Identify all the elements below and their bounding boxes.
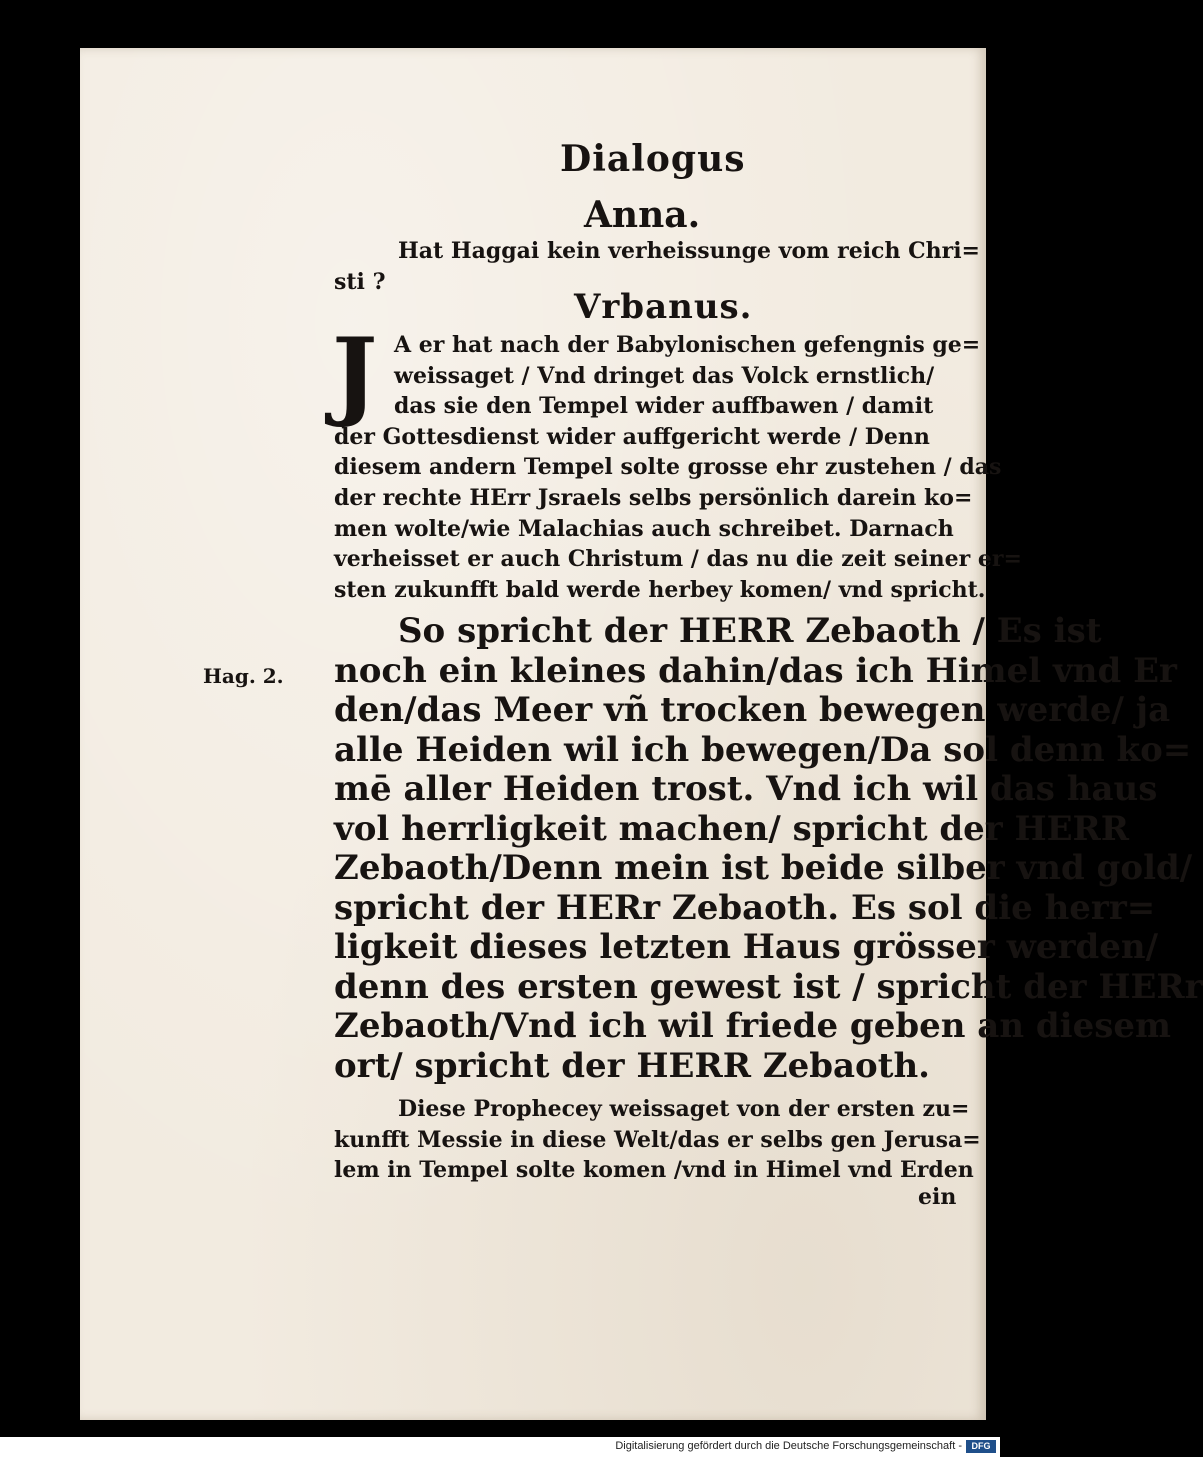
- speaker-urbanus: Vrbanus.: [574, 287, 753, 327]
- text-line: der Gottesdienst wider auffgericht werde / Denn: [334, 423, 930, 450]
- catchword: ein: [918, 1184, 957, 1210]
- text-line: weissaget / Vnd dringet das Volck ernstlich/: [394, 362, 935, 389]
- text-line: men wolte/wie Malachias auch schreibet. Darnach: [334, 515, 954, 542]
- commentary-text: [334, 1094, 981, 1186]
- text-line: noch ein kleines dahin/das ich Himel vnd Er: [334, 650, 1177, 691]
- text-line: ligkeit dieses letzten Haus grösser werden/: [334, 927, 1159, 967]
- text-line: sten zukunfft bald werde herbey komen/ vnd spricht.: [334, 576, 986, 603]
- text-line: sti ?: [334, 268, 386, 295]
- margin-reference: Hag. 2.: [203, 664, 284, 688]
- text-line: ort/ spricht der HERR Zebaoth.: [334, 1045, 930, 1086]
- text-line: Zebaoth/Vnd ich wil friede geben an diesem: [334, 1006, 1171, 1046]
- text-line: der rechte HErr Jsraels selbs persönlich darein ko=: [334, 484, 973, 511]
- footer-bar: [0, 1437, 1000, 1457]
- text-line: Zebaoth/Denn mein ist beide silber vnd gold/: [334, 848, 1193, 888]
- text-line: denn des ersten gewest ist / spricht der HERr: [334, 966, 1203, 1007]
- text-line: diesem andern Tempel solte grosse ehr zustehen / das: [334, 454, 1002, 481]
- text-line: alle Heiden wil ich bewegen/Da sol denn ko=: [334, 729, 1192, 770]
- text-line: das sie den Tempel wider auffbawen / damit: [394, 393, 934, 420]
- dfg-logo-icon[interactable]: DFG: [966, 1440, 996, 1453]
- text-line: spricht der HERr Zebaoth. Es sol die herr=: [334, 887, 1156, 928]
- answer-text: [334, 330, 1022, 605]
- text-line: Diese Prophecey weissaget von der ersten zu=: [398, 1096, 970, 1122]
- drop-capital: J: [332, 317, 378, 430]
- running-header: Dialogus: [560, 138, 746, 180]
- text-line: den/das Meer vñ trocken bewegen werde/ ja: [334, 690, 1171, 730]
- text-line: Hat Haggai kein verheissunge vom reich Chri=: [398, 238, 980, 264]
- speaker-anna: Anna.: [584, 194, 701, 236]
- scripture-quote: [334, 611, 1203, 1086]
- text-line: mē aller Heiden trost. Vnd ich wil das haus: [334, 769, 1158, 809]
- text-line: So spricht der HERR Zebaoth / Es ist: [398, 611, 1102, 651]
- text-line: verheisset er auch Christum / das nu die zeit seiner er=: [334, 546, 1022, 573]
- text-line: lem in Tempel solte komen /vnd in Himel vnd Erden: [334, 1157, 974, 1184]
- funding-notice: Digitalisierung gefördert durch die Deutsche Forschungsgemeinschaft -: [615, 1440, 962, 1452]
- text-line: vol herrligkeit machen/ spricht der HERR: [334, 808, 1130, 849]
- text-line: kunfft Messie in diese Welt/das er selbs gen Jerusa=: [334, 1126, 981, 1153]
- text-line: A er hat nach der Babylonischen gefengnis ge=: [394, 332, 981, 358]
